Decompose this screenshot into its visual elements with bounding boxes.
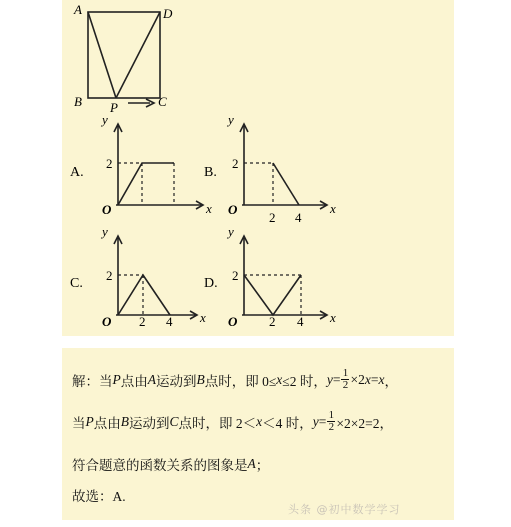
option-d-y-tick: 2 — [232, 268, 239, 283]
option-b-graph — [204, 112, 336, 225]
option-d-graph — [204, 224, 336, 329]
option-d-curve — [244, 275, 301, 315]
option-a-x-label: x — [206, 201, 212, 216]
vertex-b-label: B — [74, 94, 82, 109]
vertex-a-label: A — [74, 2, 82, 17]
option-b-origin: O — [228, 202, 238, 217]
option-d-x-tick-2: 2 — [269, 314, 276, 329]
option-d-origin: O — [228, 314, 238, 329]
option-c-y-label: y — [102, 224, 108, 239]
square-abcd — [88, 12, 160, 98]
option-c-x-tick-4: 4 — [166, 314, 173, 329]
problem-panel — [62, 0, 454, 336]
option-a-origin: O — [102, 202, 112, 217]
solution-line-1: 解：当 P 点由 A 运动到 B 点时，即 0≤ x ≤2 时， y = $\frac{1}{2}$ ×2 x = x ， — [72, 367, 398, 391]
option-c-origin: O — [102, 314, 112, 329]
option-c-x-label: x — [200, 310, 206, 325]
option-a-curve — [118, 163, 172, 205]
watermark: 头条 @初中数学学习 — [288, 503, 401, 516]
vertex-d-label: D — [163, 6, 173, 21]
solution-line-3: 符合题意的函数关系的图象是 A ； — [72, 456, 270, 473]
option-c-y-tick: 2 — [106, 268, 113, 283]
option-b-letter: B. — [204, 165, 217, 180]
solution-line-2: 当 P 点由 B 运动到 C 点时，即 2＜ x ＜4 时， y = $\frac{1}{2}$ ×2×2=2， — [72, 409, 393, 433]
option-b-curve — [273, 163, 299, 205]
option-a-y-label: y — [102, 112, 108, 127]
option-d-x-label: x — [330, 310, 336, 325]
option-a-y-tick: 2 — [106, 156, 113, 171]
option-b-y-label: y — [228, 112, 234, 127]
segment-dp — [116, 12, 160, 98]
option-d-letter: D. — [204, 276, 218, 291]
option-b-x-tick-4: 4 — [295, 210, 302, 225]
option-c-x-tick-2: 2 — [139, 314, 146, 329]
option-c-graph — [70, 224, 206, 329]
option-b-y-tick: 2 — [232, 156, 239, 171]
segment-ap — [88, 12, 116, 98]
solution-line-4: 故选：A. — [72, 489, 126, 504]
option-a-graph — [70, 112, 212, 217]
vertex-c-label: C — [158, 94, 167, 109]
fraction-one-half: $\frac{1}{2}$ — [342, 367, 349, 391]
fraction-one-half-2: $\frac{1}{2}$ — [328, 409, 335, 433]
option-c-curve — [118, 275, 170, 315]
option-c-letter: C. — [70, 276, 83, 291]
option-d-x-tick-4: 4 — [297, 314, 304, 329]
square-diagram — [88, 12, 160, 107]
problem-figure — [62, 0, 454, 336]
option-d-y-label: y — [228, 224, 234, 239]
option-a-letter: A. — [70, 165, 84, 180]
option-b-x-tick-2: 2 — [269, 210, 276, 225]
option-b-x-label: x — [330, 201, 336, 216]
point-p-label: P — [110, 100, 118, 115]
